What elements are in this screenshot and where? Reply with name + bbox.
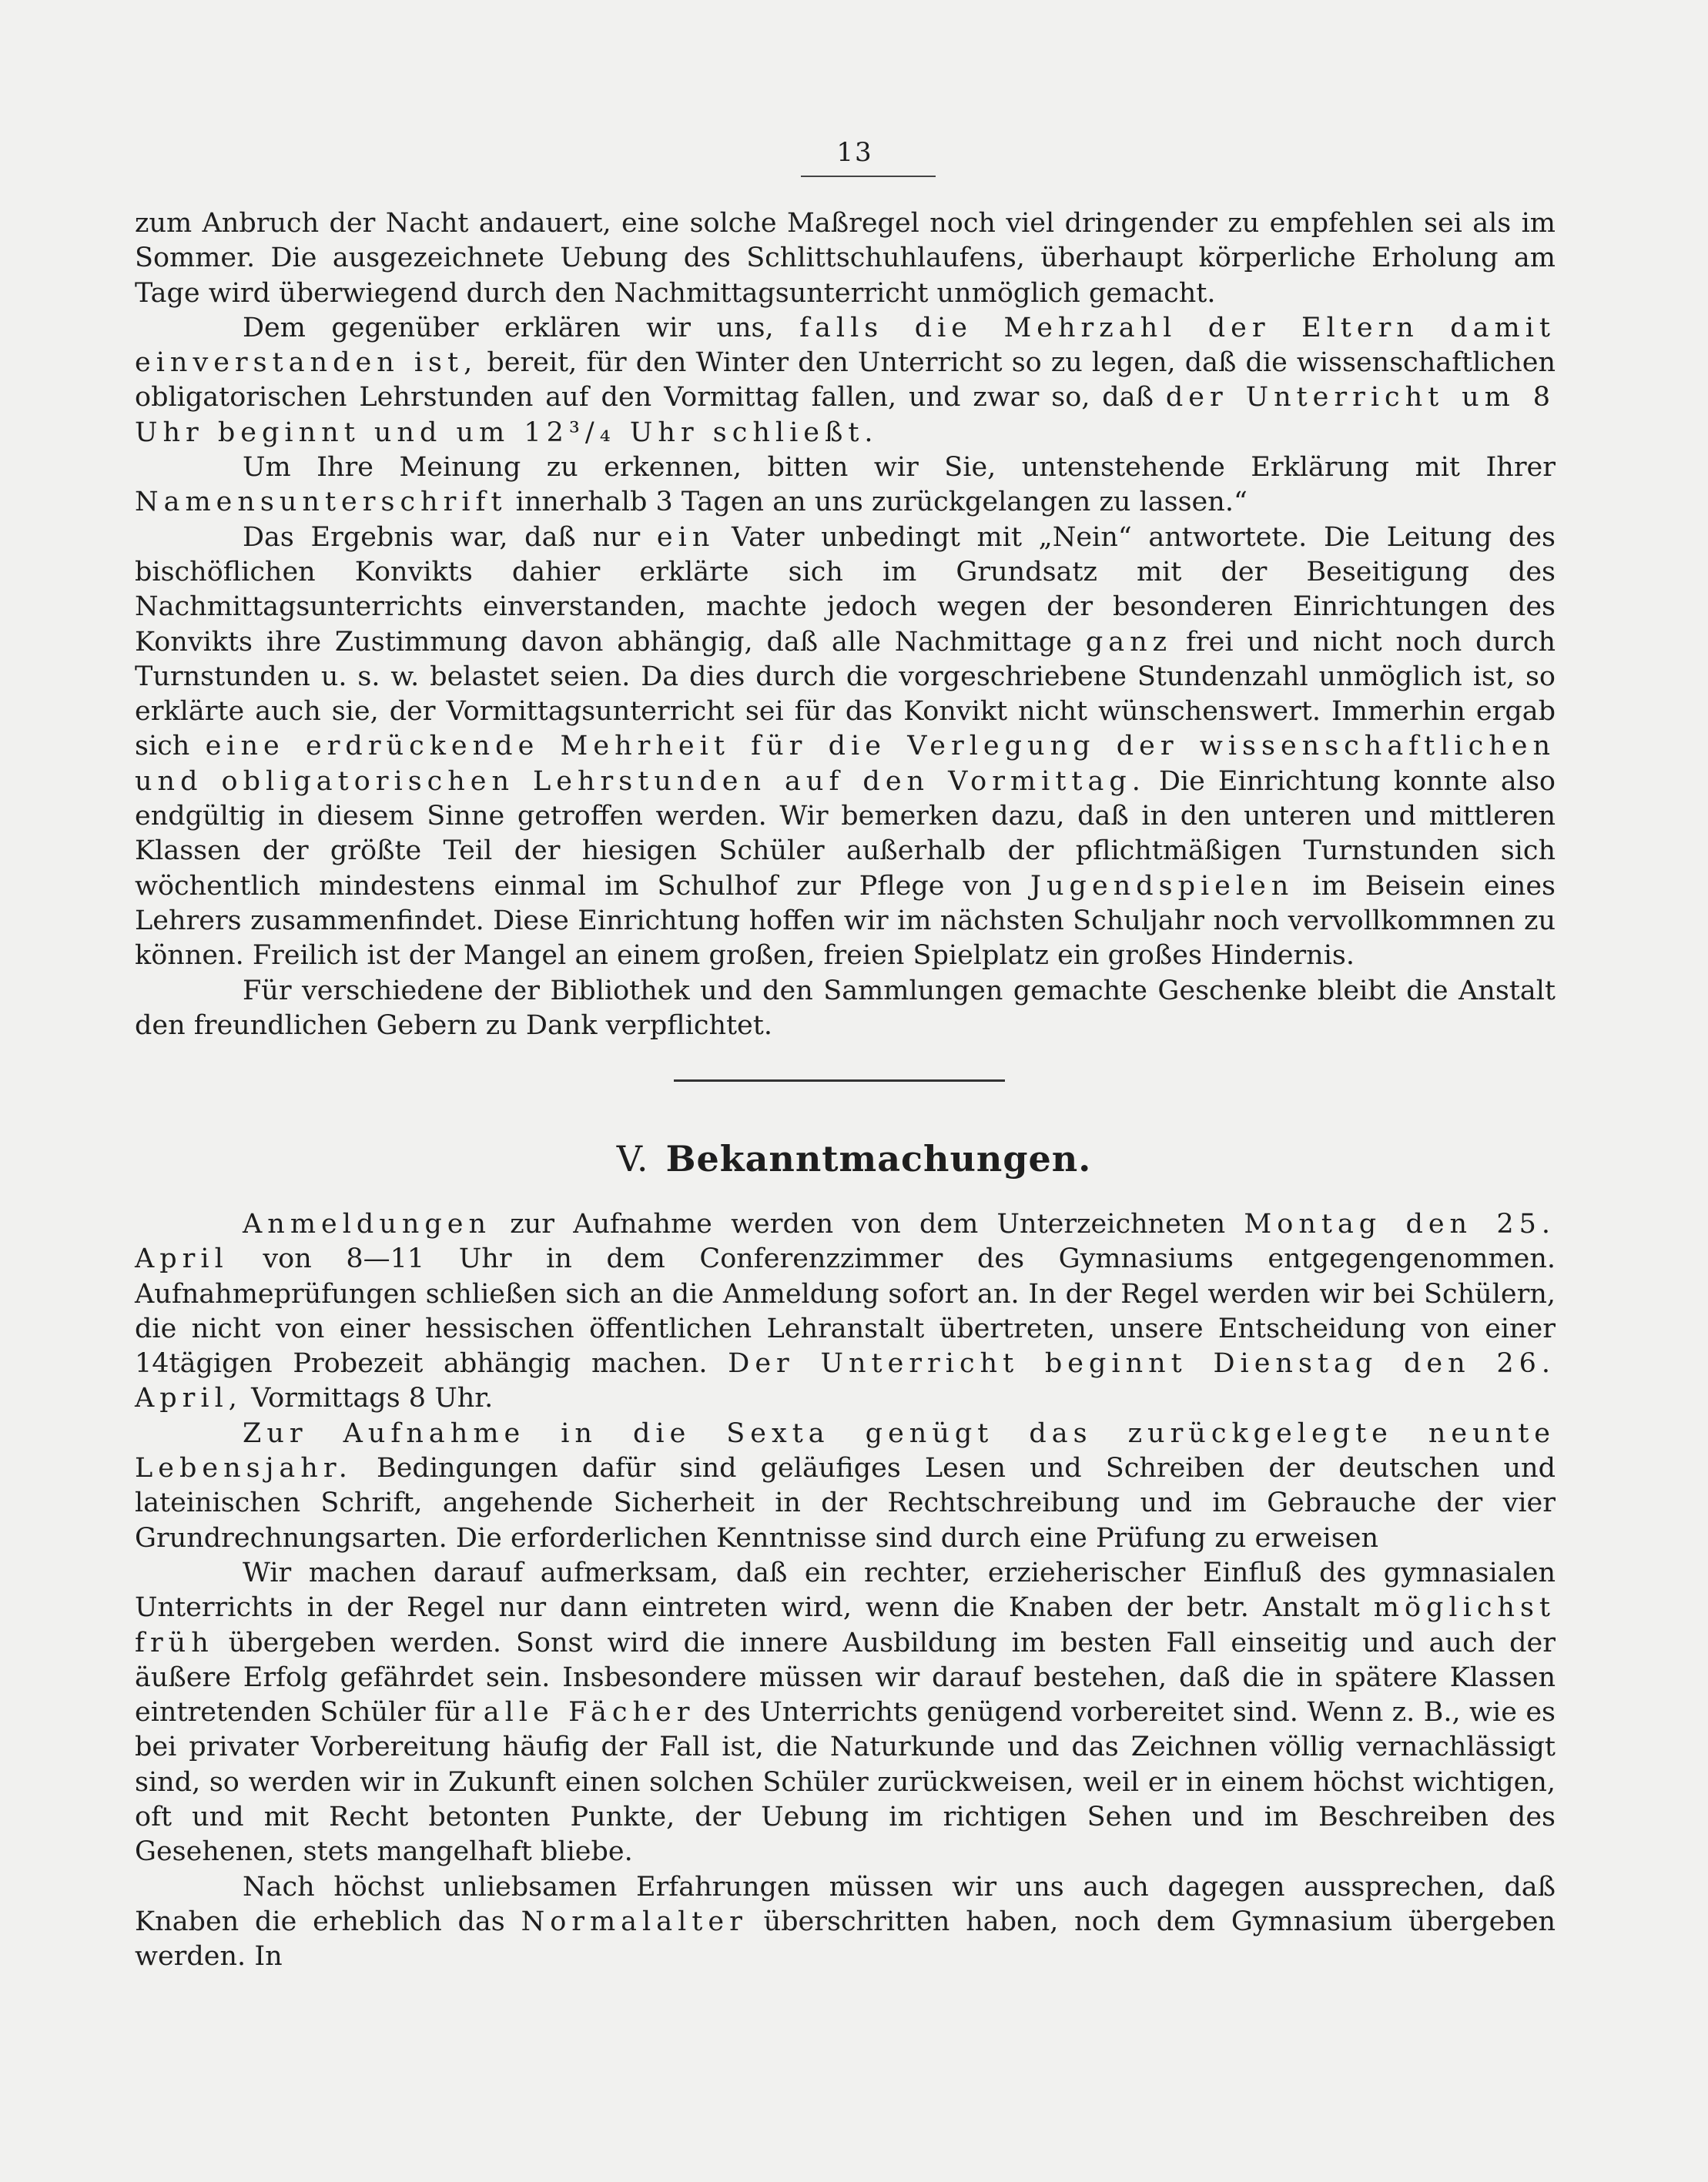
part1-paragraph-5 <box>135 974 1556 1044</box>
part1-p3-a: Um Ihre Meinung zu erkennen, bitten wir Sie, untenstehende Erklärung mit Ihrer <box>243 452 1556 484</box>
part1-paragraph-4 <box>135 520 1556 974</box>
part2-p4-a: Nach höchst unliebsamen Erfahrungen müssen wir uns auch dagegen aussprechen, daß Knaben die erheblich das <box>135 1871 1556 1937</box>
part2-p4-b: Normalalter <box>521 1906 748 1937</box>
part1-p2-b: falls die Mehrzahl der Eltern damit einverstanden ist, <box>135 312 1556 379</box>
part1-p1-text: zum Anbruch der Nacht andauert, eine solche Maßregel noch viel dringender zu empfehlen sei als im Sommer. Die ausgezeichnete Uebung des Schlittschuhlaufens, überhaupt körperliche Erholung am Tage wird überwiegend durch den Nachmittagsunterricht unmöglich gemacht. <box>135 208 1556 309</box>
part1-p2-a: Dem gegenüber erklären wir uns, <box>243 312 800 343</box>
part2-paragraph-4 <box>135 1870 1556 1975</box>
page-number: 13 <box>836 137 873 168</box>
part2-p1-f: Vormittags 8 Uhr. <box>242 1383 494 1414</box>
page-number-rule <box>801 176 936 177</box>
part1-paragraph-1 <box>135 206 1556 311</box>
part2-p3-d: alle Fächer <box>483 1697 695 1729</box>
part1-p2-c: bereit, für den Winter den Unterricht so zu legen, daß die wissenschaftlichen obligatorischen Lehrstunden auf den Vormittag fallen, und zwar so, daß <box>135 347 1556 413</box>
part1-p4-f: eine erdrückende Mehrheit für die Verlegung der wissenschaftlichen und obligatorischen Lehrstunden auf den Vormittag. <box>135 731 1556 797</box>
part1-paragraph-2 <box>135 311 1556 450</box>
part1-p4-g: Die Einrichtung konnte also endgültig in diesem Sinne getroffen werden. Wir bemerken dazu, daß in den unteren und mittleren Klassen der größte Teil der hiesigen Schüler außerhalb der pflichtmäßigen Turnstunden sich wöchentlich mindestens einmal im Schulhof zur Pflege von <box>135 765 1556 902</box>
part1-p4-i: im Beisein eines Lehrers zusammenfindet. Diese Einrichtung hoffen wir im nächsten Schuljahr noch vervollkommnen zu können. Freilich ist der Mangel an einem großen, freien Spielplatz ein großes Hindernis. <box>135 870 1556 972</box>
section-numeral: V. <box>616 1138 649 1180</box>
part1-p3-b: Namensunterschrift <box>135 487 507 518</box>
part2-paragraph-1 <box>135 1207 1556 1417</box>
part2-p4-c: überschritten haben, noch dem Gymnasium übergeben werden. In <box>135 1906 1556 1973</box>
part1-p4-h: Jugendspielen <box>1030 870 1294 902</box>
part1-p4-a: Das Ergebnis war, daß nur <box>243 521 657 553</box>
part2-p3-b: möglichst früh <box>135 1592 1556 1658</box>
part1-paragraph-3 <box>135 450 1556 520</box>
part2-p2-b: Bedingungen dafür sind geläufiges Lesen und Schreiben der deutschen und lateinischen Schrift, angehende Sicherheit in der Rechtschreibung und im Gebrauche der vier Grundrechnungsarten. Die erforderlichen Kenntnisse sind durch eine Prüfung zu erweisen <box>135 1453 1556 1554</box>
part1-p3-c: innerhalb 3 Tagen an uns zurückgelangen zu lassen.“ <box>507 487 1248 518</box>
part2-paragraph-3 <box>135 1556 1556 1870</box>
part2-p1-b: zur Aufnahme werden von dem Unterzeichneten <box>491 1209 1244 1240</box>
part1-p2-d: der Unterricht um 8 Uhr beginnt und um 12³/₄ Uhr schließt. <box>135 382 1556 448</box>
part1-text <box>135 206 1556 1043</box>
section-divider-rule <box>674 1079 1005 1082</box>
part2-p1-e: Der Unterricht beginnt Dienstag den 26. April, <box>135 1348 1556 1414</box>
part1-p4-b: ein <box>656 521 715 553</box>
part2-p1-d: von 8—11 Uhr in dem Conferenzzimmer des Gymnasiums entgegengenommen. Aufnahmeprüfungen schließen sich an die Anmeldung sofort an. In der Regel werden wir bei Schülern, die nicht von einer hessischen öffentlichen Lehranstalt übertreten, unsere Entscheidung von einer 14tägigen Probezeit abhängig machen. <box>135 1243 1556 1380</box>
part2-p1-c: Montag den 25. April <box>135 1209 1556 1275</box>
part2-paragraph-2 <box>135 1417 1556 1556</box>
part2-p2-a: Zur Aufnahme in die Sexta genügt das zurückgelegte neunte Lebensjahr. <box>135 1417 1556 1484</box>
section-title: Bekanntmachungen. <box>665 1138 1092 1180</box>
part2-p1-a: Anmeldungen <box>243 1209 492 1240</box>
part2-p3-e: des Unterrichts genügend vorbereitet sind. Wenn z. B., wie es bei privater Vorbereitung häufig der Fall ist, die Naturkunde und das Zeichnen völlig vernachlässigt sind, so werden wir in Zukunft einen solchen Schüler zurückweisen, weil er in einem höchst wichtigen, oft und mit Recht betonten Punkte, der Uebung im richtigen Sehen und im Beschreiben des Gesehenen, stets mangelhaft bliebe. <box>135 1697 1556 1868</box>
section-heading <box>0 1138 1708 1180</box>
part1-p4-c: Vater unbedingt mit „Nein“ antwortete. Die Leitung des bischöflichen Konvikts dahier erklärte sich im Grundsatz mit der Beseitigung des Nachmittagsunterrichts einverstanden, machte jedoch wegen der besonderen Einrichtungen des Konvikts ihre Zustimmung davon abhängig, daß alle Nachmittage <box>135 521 1556 658</box>
part1-p4-d: ganz <box>1085 626 1173 658</box>
part1-p5-text: Für verschiedene der Bibliothek und den Sammlungen gemachte Geschenke bleibt die Anstalt den freundlichen Gebern zu Dank verpflichtet. <box>135 975 1556 1041</box>
part2-text <box>135 1207 1556 1975</box>
part2-p3-a: Wir machen darauf aufmerksam, daß ein rechter, erzieherischer Einfluß des gymnasialen Unterrichts in der Regel nur dann eintreten wird, wenn die Knaben der betr. Anstalt <box>135 1557 1556 1624</box>
part2-p3-c: übergeben werden. Sonst wird die innere Ausbildung im besten Fall einseitig und auch der äußere Erfolg gefährdet sein. Insbesondere müssen wir darauf bestehen, daß die in spätere Klassen eintretenden Schüler für <box>135 1627 1556 1729</box>
part1-p4-e: frei und nicht noch durch Turnstunden u. s. w. belastet seien. Da dies durch die vorgeschriebene Stundenzahl unmöglich ist, so erklärte auch sie, der Vormittagsunterricht sei für das Konvikt nicht wünschenswert. Immerhin ergab sich <box>135 626 1556 762</box>
